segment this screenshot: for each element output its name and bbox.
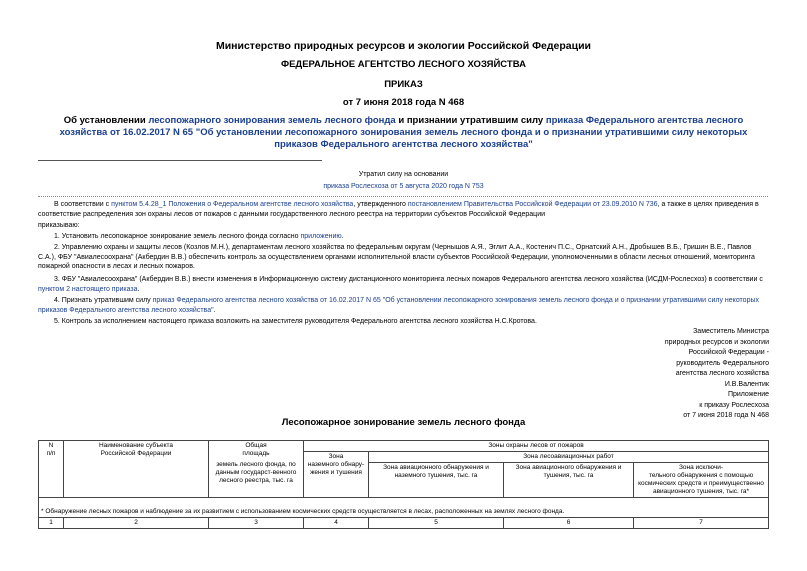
table-footnote-row: [39, 498, 769, 518]
text: .: [137, 285, 140, 293]
text: 4. Признать утратившим силу: [54, 297, 153, 304]
title-link-order-65[interactable]: приказа Федерального агентства лесного хозяйства от 16.02.2017 N 65 "Об установлении лесопожарного зонирования земель лесного фонда и о признании утратившими силу некоторых приказов Федерального агентства лесного хозяйства": [59, 115, 748, 150]
signature-line: руководитель Федерального: [676, 359, 769, 367]
doc-date-number: от 7 июня 2018 года N 468: [342, 97, 465, 108]
header-cell: N п/п: [39, 441, 64, 498]
appendix-line: Приложение: [727, 391, 769, 398]
column-number: 6: [504, 518, 634, 529]
signature-line: природных ресурсов и экологии: [664, 338, 769, 346]
link-regulation-point[interactable]: пунктом 5.4.28_1 Положения о Федеральном агентстве лесного хозяйства: [111, 201, 354, 208]
item-1: [38, 232, 768, 242]
column-number: 7: [634, 518, 769, 529]
link-appendix[interactable]: приложению: [300, 233, 342, 240]
column-number: 2: [64, 518, 209, 529]
link-order-65[interactable]: приказ Федерального агентства лесного хозяйства от 16.02.2017 N 65 "Об установлении лесопожарного зонирования земель лесного фонда и о признании утратившими силу некоторых приказов Федерального агентства лесного хозяйства": [38, 297, 760, 314]
header-cell: Зона исключи- тельного обнаружения с помощью космических средств и преимущественно авиационного тушения, тыс. га*: [634, 463, 769, 498]
appendix-line: от 7 июня 2018 года N 468: [683, 412, 769, 419]
header-cell: Зона лесоавиационных работ: [369, 452, 769, 463]
header-cell: Зона авиационного обнаружения и наземного тушения, тыс. га: [369, 463, 504, 498]
footnote: * Обнаружение лесных пожаров и наблюдение за их развитием с использованием космических средств осуществляется в лесах, расположенных на землях лесного фонда.: [39, 498, 769, 518]
title-text: Об установлении: [63, 115, 149, 126]
header-cell: Зоны охраны лесов от пожаров: [304, 441, 769, 452]
link-government-decree[interactable]: постановлением Правительства Российской Федерации от 23.09.2010 N 736: [407, 201, 658, 208]
column-number: 5: [369, 518, 504, 529]
signature-line: Российской Федерации -: [688, 349, 769, 356]
doc-type-heading: ПРИКАЗ: [384, 79, 423, 90]
text: , утвержденного: [353, 201, 408, 208]
signature-name: И.В.Валентик: [724, 380, 769, 388]
column-number: 1: [39, 518, 64, 529]
agency-heading: ФЕДЕРАЛЬНОЕ АГЕНТСТВО ЛЕСНОГО ХОЗЯЙСТВА: [280, 59, 526, 70]
text: В соответствии с: [54, 201, 112, 208]
expired-note: Утратил силу на основании: [358, 171, 449, 178]
item-2: 2. Управлению охраны и защиты лесов (Козлов М.Н.), департаментам лесного хозяйства по федеральным округам (Чернышов А.Я., Эглит А.А., Костенич П.С., Орнатский А.Н., Дробышев В.Б., Гришин В.Е., Павлов С.А.), ФБУ "Авиалесоохрана" (Акбердин В.В.) обеспечить контроль за осуществлением органами исполнительной власти субъектов Российской Федерации, уполномоченными в области лесных отношений, мониторинга пожарной опасности в лесах и лесных пожаров.: [38, 244, 755, 270]
text: , а также в целях приведения в соответствие распределения зон охраны лесов от пожаров с данными государственного лесного реестра на территории субъектов Российской Федерации: [38, 201, 759, 218]
item-5: 5. Контроль за исполнением настоящего приказа возложить на заместителя руководителя Федерального агентства лесного хозяйства Н.С.Кротова.: [54, 318, 537, 325]
expired-note-link-row: [0, 183, 807, 190]
intro-paragraph: [38, 200, 768, 219]
table-header-row: [39, 441, 769, 452]
header-cell: Наименование субъекта Российской Федерации: [64, 441, 209, 498]
signature-line: агентства лесного хозяйства: [675, 370, 769, 377]
title-link-zoning[interactable]: лесопожарного зонирования земель лесного фонда: [148, 115, 396, 126]
table-numbering-row: [39, 518, 769, 529]
text: .: [341, 233, 344, 240]
divider: [38, 160, 322, 161]
zoning-table: [38, 440, 769, 529]
signature-block: [569, 327, 769, 390]
title-text: и признании утратившим силу: [395, 115, 546, 126]
column-number: 3: [209, 518, 304, 529]
dotted-divider: [38, 196, 768, 197]
header-cell: Зона авиационного обнаружения и тушения, тыс. га: [504, 463, 634, 498]
appendix-line: к приказу Рослесхоза: [699, 401, 769, 409]
item-4: [38, 296, 768, 315]
item-3: [38, 275, 768, 294]
ministry-heading: Министерство природных ресурсов и экологии Российской Федерации: [215, 40, 592, 52]
header-cell: Зона наземного обнару-жения и тушения: [304, 452, 369, 498]
text: 3. ФБУ "Авиалесоохрана" (Акбердин В.В.) внести изменения в Информационную систему дистанционного мониторинга лесных пожаров Федерального агентства лесного хозяйства (ИСДМ-Рослесхоз) в соответствии с: [54, 276, 763, 283]
signature-line: Заместитель Министра: [693, 328, 769, 335]
column-number: 4: [304, 518, 369, 529]
order-word: приказываю:: [38, 222, 80, 229]
text: .: [213, 306, 216, 314]
link-point-2[interactable]: пунктом 2 настоящего приказа: [38, 285, 138, 293]
text: 1. Установить лесопожарное зонирование земель лесного фонда согласно: [54, 233, 301, 240]
header-cell: Общая площадь земель лесного фонда, по данным государст-венного лесного реестра, тыс. га: [209, 441, 304, 498]
document-title: [40, 115, 767, 151]
expired-link[interactable]: приказа Рослесхоза от 5 августа 2020 года N 753: [323, 183, 484, 190]
table-title: Лесопожарное зонирование земель лесного фонда: [281, 417, 526, 428]
